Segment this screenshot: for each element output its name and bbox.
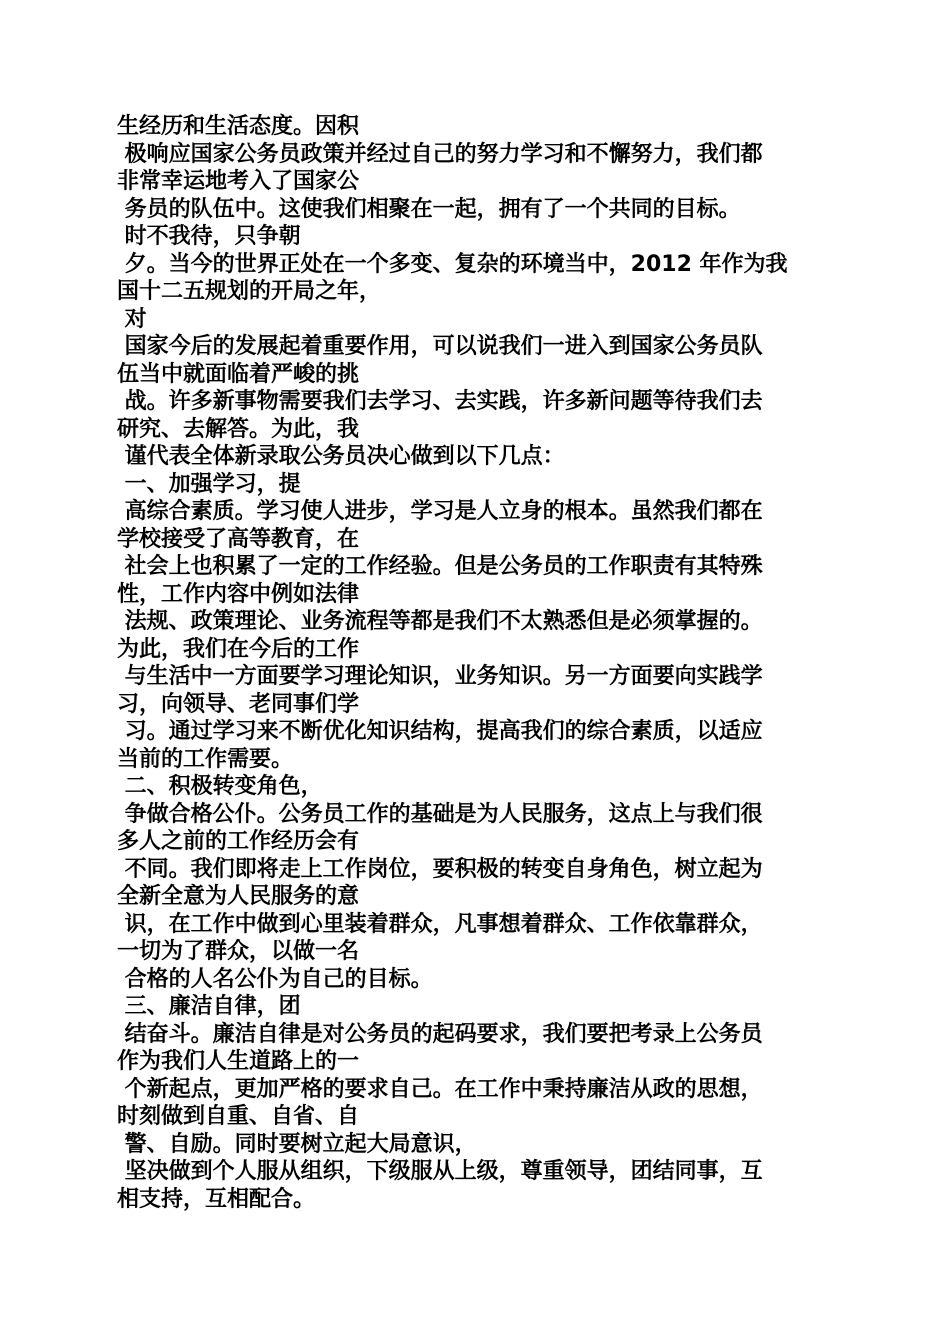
text-line: 战。许多新事物需要我们去学习、去实践，许多新问题等待我们去 [117,389,763,414]
text-line: 时刻做到自重、自省、自 [117,1104,360,1129]
text-line: 为此，我们在今后的工作 [117,636,360,662]
text-line: 国十二五规划的开局之年， [117,279,382,304]
text-line: 相支持，互相配合。 [117,1186,316,1212]
text-line: 务员的队伍中。这使我们相聚在一起，拥有了一个共同的目标。 [117,196,741,222]
text-line: 不同。我们即将走上工作岗位，要积极的转变自身角色，树立起为 [117,856,763,882]
text-line: 合格的人名公仆为自己的目标。 [117,966,433,992]
text-line: 全新全意为人民服务的意 [117,884,360,909]
text-line: 社会上也积累了一定的工作经验。但是公务员的工作职责有其特殊 [117,554,763,579]
text-line: 谨代表全体新录取公务员决心做到以下几点： [117,444,565,469]
text-line: 作为我们人生道路上的一 [117,1049,360,1074]
text-line: 习，向领导、老同事们学 [117,691,360,717]
text-line: 警、自励。同时要树立起大局意识， [117,1131,477,1157]
text-line: 夕。当今的世界正处在一个多变、复杂的环境当中，2012 年作为我 [117,251,788,277]
section-heading: 三、廉洁自律，团 [117,994,301,1019]
text-line: 非常幸运地考入了国家公 [117,169,360,194]
text-line: 法规、政策理论、业务流程等都是我们不太熟悉但是必须掌握的。 [117,609,763,634]
text-line: 多人之前的工作经历会有 [117,829,360,854]
text-line: 识，在工作中做到心里装着群众，凡事想着群众、工作依靠群众， [117,911,763,937]
text-line: 习。通过学习来不断优化知识结构，提高我们的综合素质，以适应 [117,719,763,744]
text-line: 国家今后的发展起着重要作用，可以说我们一进入到国家公务员队 [117,334,763,359]
section-heading: 一、加强学习，提 [117,471,301,497]
text-line: 性，工作内容中例如法律 [117,581,360,607]
text-line: 当前的工作需要。 [117,746,294,772]
text-line: 高综合素质。学习使人进步，学习是人立身的根本。虽然我们都在 [117,499,763,524]
text-line: 一切为了群众，以做一名 [117,939,360,964]
text-line: 学校接受了高等教育，在 [117,526,360,552]
text-line: 研究、去解答。为此，我 [117,416,360,442]
text-line: 极响应国家公务员政策并经过自己的努力学习和不懈努力，我们都 [117,141,763,167]
text-line: 争做合格公仆。公务员工作的基础是为人民服务，这点上与我们很 [117,801,763,827]
text-line: 坚决做到个人服从组织，下级服从上级，尊重领导，团结同事，互 [117,1159,763,1184]
text-line: 个新起点，更加严格的要求自己。在工作中秉持廉洁从政的思想， [117,1076,763,1102]
text-line: 结奋斗。廉洁自律是对公务员的起码要求，我们要把考录上公务员 [117,1021,763,1047]
text-line: 与生活中一方面要学习理论知识，业务知识。另一方面要向实践学 [117,664,763,689]
text-line: 生经历和生活态度。因积 [117,114,360,139]
section-heading: 二、积极转变角色， [117,774,323,799]
text-line: 伍当中就面临着严峻的挑 [117,361,360,387]
text-line: 时不我待，只争朝 [117,224,301,249]
text-line: 对 [117,306,147,332]
document-body [117,113,832,1213]
